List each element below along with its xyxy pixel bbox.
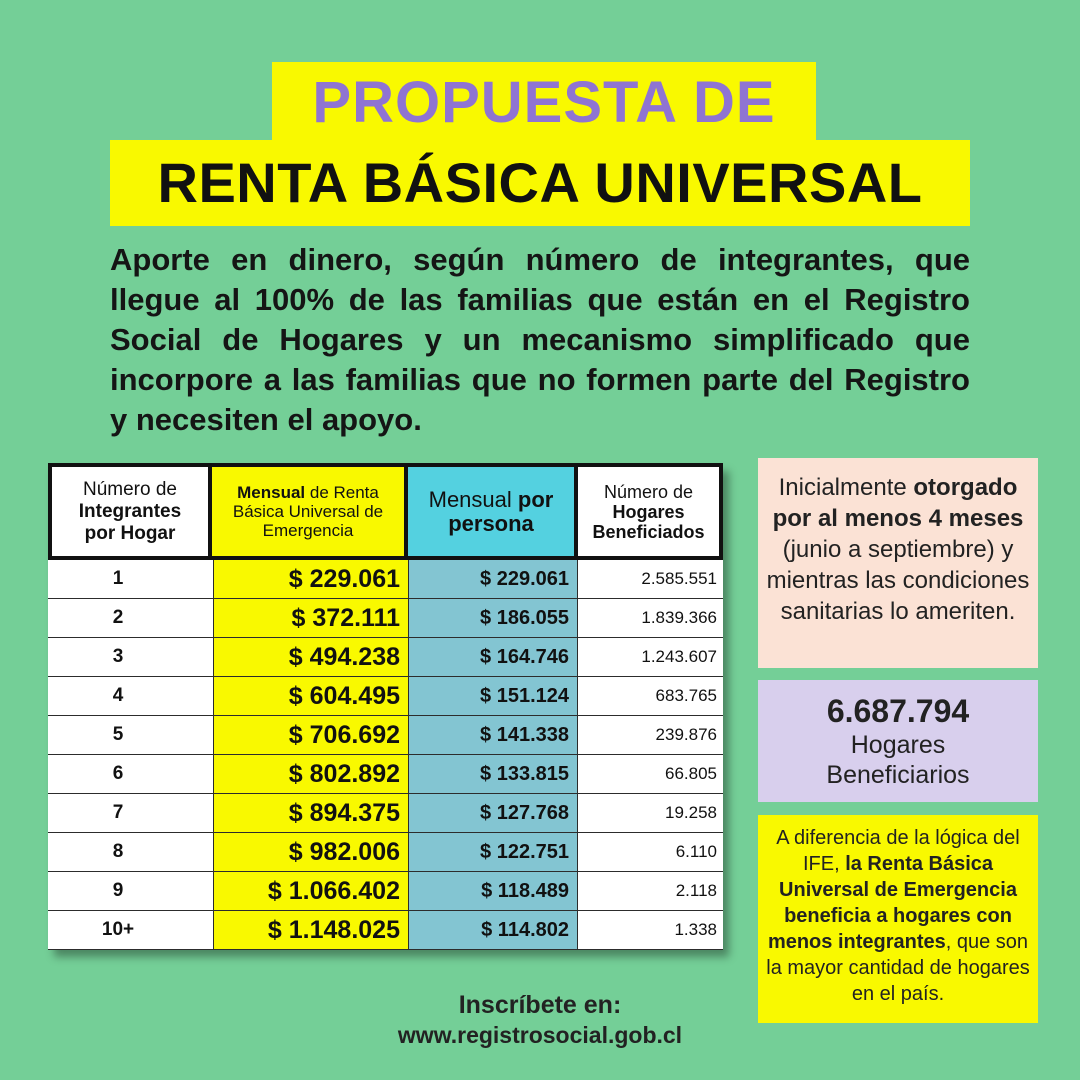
cell-mensual: $ 894.375 (213, 794, 409, 832)
header-integrantes-bold: Integrantes por Hogar (78, 500, 182, 544)
cell-hogares: 2.118 (577, 872, 723, 910)
table-row (48, 755, 723, 794)
table-row (48, 716, 723, 755)
header-por-persona-bold: por persona (448, 486, 554, 536)
header-hogares (578, 463, 723, 560)
cell-mensual: $ 604.495 (213, 677, 409, 715)
cell-mensual: $ 802.892 (213, 755, 409, 793)
cell-por-persona: $ 229.061 (480, 568, 569, 590)
table-row (48, 638, 723, 677)
cell-por-persona: $ 114.802 (481, 919, 569, 941)
duration-bold: otorgado por al menos 4 meses (772, 474, 1024, 532)
footer (340, 990, 740, 1050)
intro-paragraph: Aporte en dinero, según número de integrantes, que llegue al 100% de las familias que están en el Registro Social de Hogares y un mecanismo simplificado que incorpore a las familias que no formen parte del Registro y necesiten el apoyo. (110, 242, 970, 437)
cell-mensual: $ 1.148.025 (213, 911, 409, 949)
table-row (48, 794, 723, 833)
cell-por-persona: $ 186.055 (480, 607, 569, 629)
cell-hogares: 1.338 (577, 911, 723, 949)
table-row (48, 833, 723, 872)
ife-pre: A diferencia de la lógica del IFE, (776, 827, 1020, 875)
duration-info-box (758, 458, 1038, 668)
duration-pre: Inicialmente (778, 474, 914, 501)
footer-url[interactable]: www.registrosocial.gob.cl (397, 1022, 683, 1048)
cell-hogares: 1.243.607 (577, 638, 723, 676)
table-row (48, 911, 723, 950)
table-row (48, 677, 723, 716)
cell-mensual: $ 229.061 (213, 560, 409, 598)
cell-por-persona: $ 133.815 (480, 763, 569, 785)
cell-por-persona: $ 151.124 (480, 685, 569, 707)
cell-integrantes: 7 (112, 802, 124, 823)
header-por-persona-normal: Mensual (428, 486, 518, 512)
cell-hogares: 683.765 (577, 677, 723, 715)
cell-integrantes: 2 (112, 607, 124, 628)
total-households-label: Hogares Beneficiarios (826, 731, 970, 789)
header-por-persona (408, 463, 578, 560)
cell-por-persona: $ 127.768 (480, 802, 569, 824)
cell-hogares: 19.258 (577, 794, 723, 832)
cell-mensual: $ 372.111 (213, 599, 409, 637)
duration-post: (junio a septiembre) y mientras las condiciones sanitarias lo ameriten. (766, 536, 1030, 625)
cell-integrantes: 4 (112, 685, 124, 706)
cell-integrantes: 1 (112, 568, 124, 589)
table-row (48, 872, 723, 911)
cell-integrantes: 3 (112, 646, 124, 667)
cell-por-persona: $ 118.489 (481, 880, 569, 902)
table-header (48, 463, 723, 560)
cell-hogares: 66.805 (577, 755, 723, 793)
cell-mensual: $ 494.238 (213, 638, 409, 676)
header-hogares-bold: Hogares Beneficiados (592, 501, 705, 542)
header-mensual-rest: de Renta Básica Universal de Emergencia (232, 483, 384, 540)
cell-hogares: 239.876 (577, 716, 723, 754)
cell-integrantes: 10+ (101, 919, 135, 940)
cell-integrantes: 9 (112, 880, 124, 901)
cell-hogares: 6.110 (577, 833, 723, 871)
total-households-number: 6.687.794 (826, 693, 970, 729)
cell-por-persona: $ 141.338 (480, 724, 569, 746)
cell-mensual: $ 982.006 (213, 833, 409, 871)
header-integrantes-top: Número de (83, 478, 177, 500)
cell-integrantes: 8 (112, 841, 124, 862)
cell-mensual: $ 1.066.402 (213, 872, 409, 910)
cell-hogares: 1.839.366 (577, 599, 723, 637)
title-line-1: PROPUESTA DE (272, 62, 816, 144)
ife-bold: la Renta Básica Universal de Emergencia beneficia a hogares con menos integrantes (767, 853, 1017, 953)
cell-por-persona: $ 122.751 (480, 841, 569, 863)
total-households-box (758, 680, 1038, 802)
ife-comparison-box (758, 815, 1038, 1023)
cell-hogares: 2.585.551 (577, 560, 723, 598)
cell-mensual: $ 706.692 (213, 716, 409, 754)
header-mensual-bold: Mensual (237, 483, 306, 502)
cell-integrantes: 6 (112, 763, 124, 784)
footer-cta: Inscríbete en: (458, 991, 622, 1019)
table-row (48, 599, 723, 638)
cell-integrantes: 5 (112, 724, 124, 745)
benefits-table (48, 463, 723, 949)
header-mensual (212, 463, 408, 560)
cell-por-persona: $ 164.746 (480, 646, 569, 668)
header-hogares-top: Número de (603, 481, 694, 502)
table-row (48, 560, 723, 599)
ife-post: , que son la mayor cantidad de hogares en el país. (766, 931, 1030, 1005)
header-integrantes (48, 463, 212, 560)
title-line-2: RENTA BÁSICA UNIVERSAL (110, 140, 970, 226)
